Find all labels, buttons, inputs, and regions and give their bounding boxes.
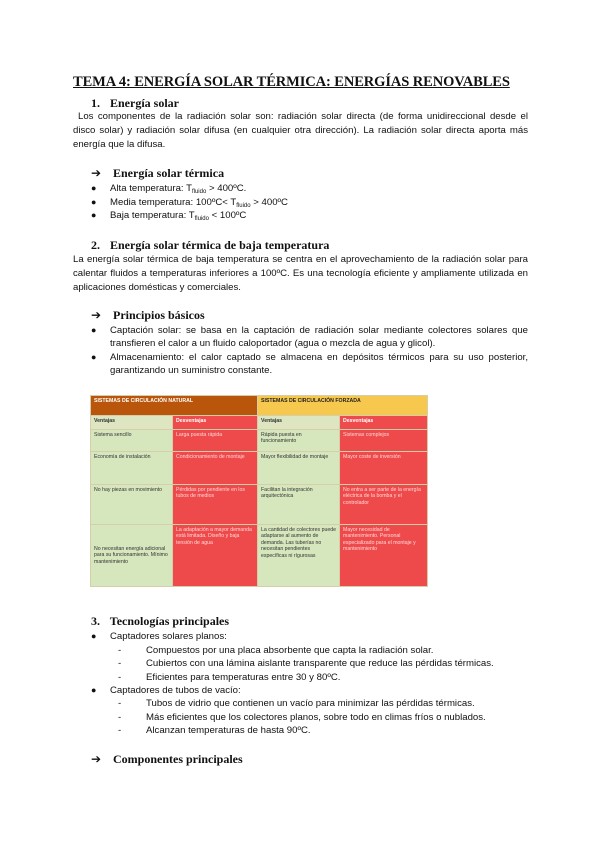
list-item: ● Captadores solares planos: xyxy=(91,631,227,642)
section-1-paragraph: Los componentes de la radiación solar son: radiación solar directa (de forma unidireccional desde el disco solar) y radiación solar difusa (en cualquier otra dirección). La radiación solar directa aporta más energía que la difusa. xyxy=(73,111,528,151)
table-cell: Condicionamiento de montaje xyxy=(173,452,258,485)
section-title: Energía solar xyxy=(110,96,179,110)
col-ventajas: Ventajas xyxy=(91,416,173,430)
list-item: ● Captación solar: se basa en la captación de radiación solar mediante colectores solares que transfieren el calor a un fluido caloportador (agua o mezcla de agua y glicol). xyxy=(91,325,528,350)
col-desventajas: Desventajas xyxy=(340,416,428,430)
bullet-icon: ● xyxy=(91,352,97,362)
table-cell: No necesitan energía adicional para su funcionamiento. Mínimo mantenimiento xyxy=(91,525,173,587)
page-title: TEMA 4: ENERGÍA SOLAR TÉRMICA: ENERGÍAS RENOVABLES xyxy=(73,74,510,90)
componentes-heading xyxy=(91,752,243,767)
sub-list-item: - Compuestos por una placa absorbente que capta la radiación solar. xyxy=(118,645,434,656)
section-2-paragraph: La energía solar térmica de baja temperatura se centra en el aprovechamiento de la radiación solar para calentar fluidos a temperaturas inferiores a 100ºC. Es una tecnología eficiente y ampliamente utilizada en aplicaciones domésticas y comerciales. xyxy=(73,254,528,294)
subsection-title: Principios básicos xyxy=(113,308,205,322)
sub-list-item: - Tubos de vidrio que contienen un vacío para minimizar las pérdidas térmicas. xyxy=(118,698,475,709)
header-forzada: SISTEMAS DE CIRCULACIÓN FORZADA xyxy=(258,396,428,416)
arrow-icon: ➔ xyxy=(91,752,102,766)
sub-list-item: - Cubiertos con una lámina aislante transparente que reduce las pérdidas térmicas. xyxy=(118,658,494,669)
solar-termica-heading xyxy=(91,166,224,181)
bullet-icon: ● xyxy=(91,210,97,220)
table-cell: Mayor necesidad de mantenimiento. Personal especializado para el montaje y mantenimiento xyxy=(340,525,428,587)
table-cell: Mayor flexibilidad de montaje xyxy=(258,452,340,485)
arrow-icon: ➔ xyxy=(91,166,102,180)
table-header-row xyxy=(91,396,428,416)
table-row xyxy=(91,452,428,485)
sub-list-item: - Más eficientes que los colectores planos, sobre todo en climas fríos o nublados. xyxy=(118,712,486,723)
col-ventajas: Ventajas xyxy=(258,416,340,430)
section-number: 2. xyxy=(91,238,100,252)
list-item: ● Almacenamiento: el calor captado se almacena en depósitos térmicos para su uso posterior, garantizando un suministro constante. xyxy=(91,352,528,377)
principios-heading xyxy=(91,308,205,323)
section-number: 3. xyxy=(91,614,100,628)
table-cell: La adaptación a mayor demanda está limitada. Diseño y baja tensión de agua xyxy=(173,525,258,587)
table-row xyxy=(91,430,428,452)
table-cell: Mayor coste de inversión xyxy=(340,452,428,485)
table-cell: Facilitan la integración arquitectónica xyxy=(258,485,340,525)
table-cell: Sistemas complejos xyxy=(340,430,428,452)
table-subheader-row xyxy=(91,416,428,430)
header-natural: SISTEMAS DE CIRCULACIÓN NATURAL xyxy=(91,396,258,416)
list-item: ● Alta temperatura: $T_{fluido}$ > 400ºC. xyxy=(91,183,247,195)
section-3-heading xyxy=(91,614,229,629)
bullet-icon: ● xyxy=(91,631,97,641)
bullet-icon: ● xyxy=(91,325,97,335)
sub-list-item: - Eficientes para temperaturas entre 30 y 80ºC. xyxy=(118,672,341,683)
section-number: 1. xyxy=(91,96,100,110)
table-cell: No entra a ser parte de la energía eléctrica de la bomba y el controlador xyxy=(340,485,428,525)
section-title: Energía solar térmica de baja temperatura xyxy=(110,238,330,252)
col-desventajas: Desventajas xyxy=(173,416,258,430)
section-2-heading xyxy=(91,238,329,253)
table-row xyxy=(91,485,428,525)
table-cell: Larga puesta rápida xyxy=(173,430,258,452)
table-cell: Rápida puesta en funcionamiento xyxy=(258,430,340,452)
table-cell: Pérdidas por pendiente en los tubos de medios xyxy=(173,485,258,525)
table-row xyxy=(91,525,428,587)
comparison-table xyxy=(90,395,428,587)
bullet-icon: ● xyxy=(91,685,97,695)
table-cell: Sistema sencillo xyxy=(91,430,173,452)
bullet-icon: ● xyxy=(91,183,97,193)
table-cell: Economía de instalación xyxy=(91,452,173,485)
list-item: ● Baja temperatura: $T_{fluido}$ < 100ºC xyxy=(91,210,247,222)
subsection-title: Componentes principales xyxy=(113,752,243,766)
section-title: Tecnologías principales xyxy=(109,614,230,628)
sub-list-item: - Alcanzan temperaturas de hasta 90ºC. xyxy=(118,725,311,736)
table-cell: La cantidad de colectores puede adaptarse al aumento de demanda. Las tuberías no necesitan pendientes específicas ni rígurosas xyxy=(258,525,340,587)
list-item: ● Media temperatura: 100ºC< $T_{fluido}$ > 400ºC xyxy=(91,197,288,209)
bullet-icon: ● xyxy=(91,197,97,207)
section-1-heading xyxy=(91,96,179,111)
list-item: ● Captadores de tubos de vacío: xyxy=(91,685,241,696)
table-cell: No hay piezas en movimiento xyxy=(91,485,173,525)
subsection-title: Energía solar térmica xyxy=(113,166,225,180)
arrow-icon: ➔ xyxy=(91,308,102,322)
